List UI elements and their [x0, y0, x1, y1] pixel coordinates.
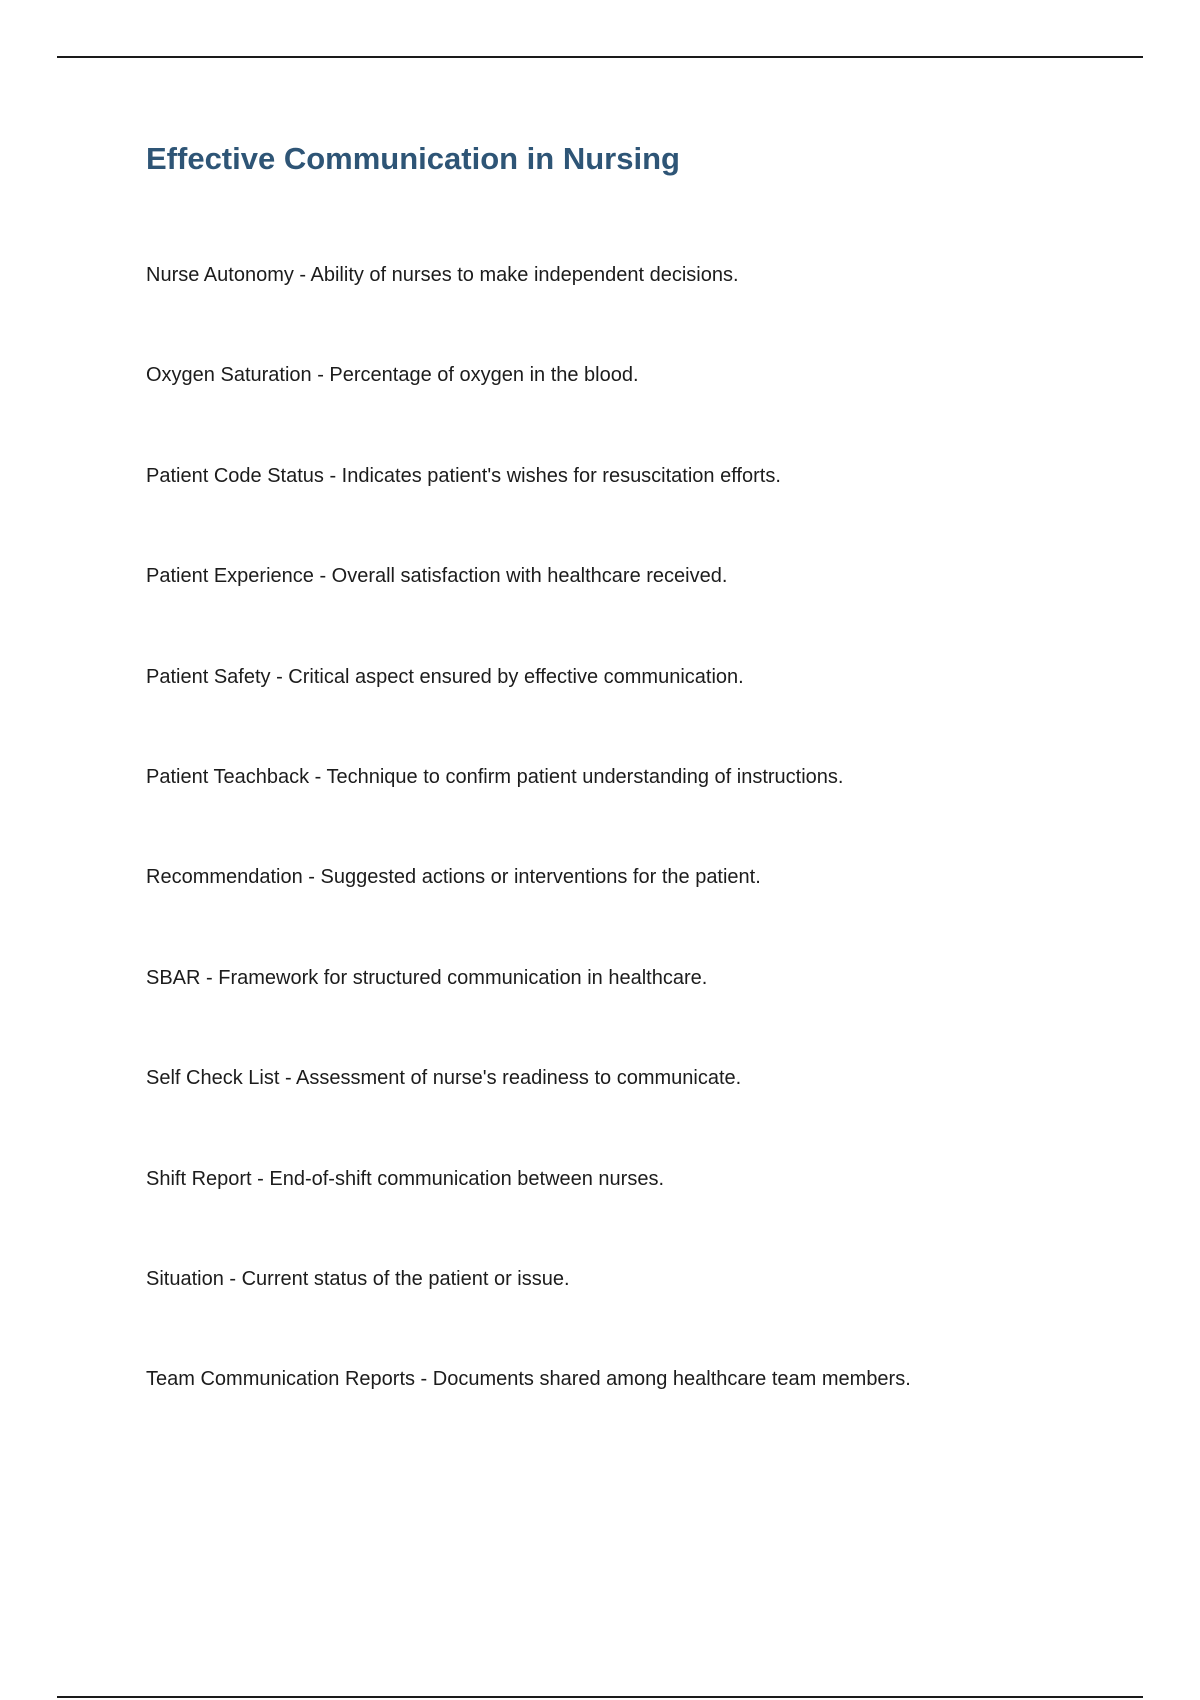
- glossary-entry: Recommendation - Suggested actions or interventions for the patient.: [146, 866, 761, 889]
- glossary-entry: Patient Experience - Overall satisfaction with healthcare received.: [146, 565, 728, 588]
- glossary-entry: Patient Safety - Critical aspect ensured by effective communication.: [146, 665, 744, 688]
- glossary-entry: Oxygen Saturation - Percentage of oxygen in the blood.: [146, 364, 639, 387]
- glossary-list: [146, 262, 1146, 1467]
- document-title: Effective Communication in Nursing: [146, 141, 680, 176]
- glossary-entry: Team Communication Reports - Documents shared among healthcare team members.: [146, 1368, 911, 1391]
- header-rule: [57, 56, 1143, 58]
- glossary-entry: Self Check List - Assessment of nurse's readiness to communicate.: [146, 1067, 742, 1090]
- glossary-entry: SBAR - Framework for structured communication in healthcare.: [146, 966, 708, 989]
- glossary-entry: Nurse Autonomy - Ability of nurses to make independent decisions.: [146, 264, 739, 286]
- glossary-entry: Patient Teachback - Technique to confirm patient understanding of instructions.: [146, 765, 844, 788]
- document-body: [146, 140, 1146, 1391]
- glossary-entry: Patient Code Status - Indicates patient's wishes for resuscitation efforts.: [146, 464, 781, 487]
- footer-rule: [57, 1696, 1143, 1698]
- glossary-entry: Shift Report - End-of-shift communication between nurses.: [146, 1167, 665, 1190]
- glossary-entry: Situation - Current status of the patient or issue.: [146, 1267, 570, 1290]
